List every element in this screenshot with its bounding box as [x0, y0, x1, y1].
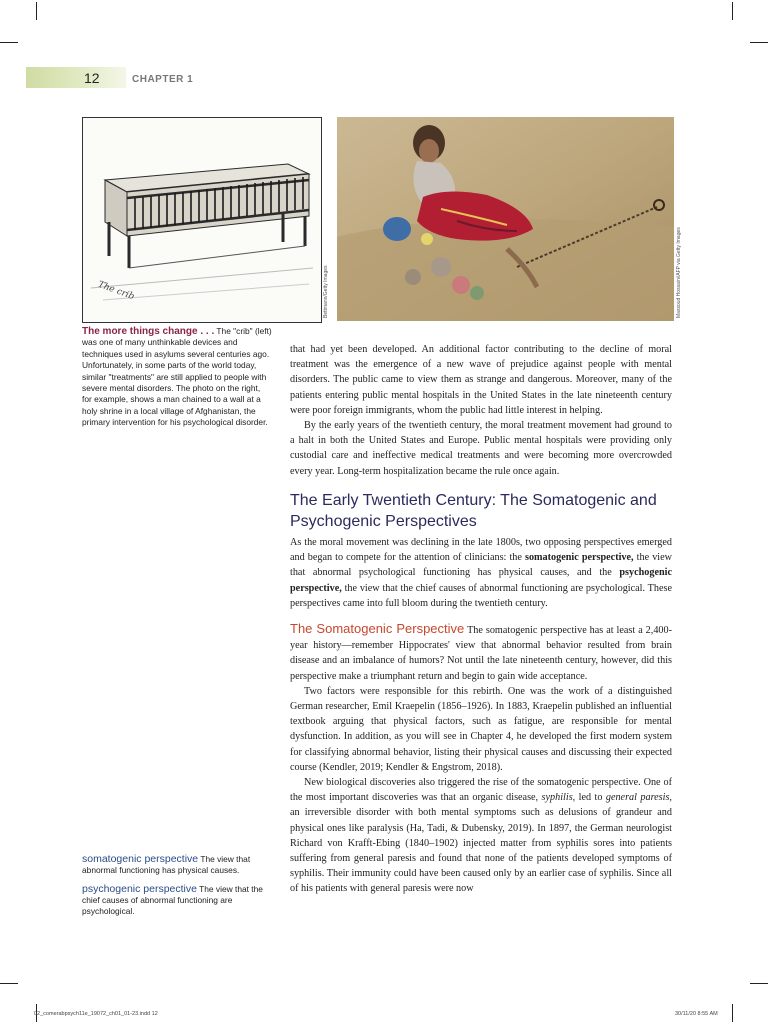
footer-timestamp: 30/11/20 8:55 AM: [675, 1011, 718, 1017]
crop-mark: [750, 983, 768, 984]
italic-term: syphilis,: [541, 792, 576, 804]
text-run: the view that the chief causes of abnormal functioning are psychological. These perspectives came into full bloom during the twentieth century.: [290, 582, 672, 609]
glossary-term: somatogenic perspective: [82, 853, 199, 865]
paragraph: [290, 775, 672, 897]
paragraph: [290, 621, 672, 684]
text-run: The somatogenic perspective has at least a 2,400-year history—remember Hippocrates' view that abnormal behavior resulted from brain disease and an imbalance of humors? Not until the late nineteenth century, however, did this perspective make a triumphant return and begin to gain wide acceptance.: [290, 625, 672, 682]
photo-illustration: [337, 117, 674, 321]
italic-term: general paresis,: [605, 792, 672, 804]
chained-man-photo: [337, 117, 674, 321]
section-heading: The Early Twentieth Century: The Somatogenic and Psychogenic Perspectives: [290, 492, 657, 530]
caption-lead: The more things change . . .: [82, 326, 215, 337]
paragraph: that had yet been developed. An additional factor contributing to the decline of moral treatment was the emergence of a new wave of prejudice against people with mental disorders. The public came to view them as strange and dangerous. Moreover, many of the patients entering public mental hospitals in the United States in the late nineteenth century were poor foreign immigrants, whom the public had little interest in helping.: [290, 344, 672, 416]
paragraph: [290, 535, 672, 611]
right-photo-credit: Massoud Hossaini/AFP via Getty Images: [676, 227, 682, 318]
figure-caption: [82, 326, 272, 429]
page-number: 12: [84, 70, 100, 86]
body-main: [290, 535, 672, 897]
crop-mark: [36, 2, 37, 20]
glossary-definition: The view that abnormal functioning has physical causes.: [82, 854, 251, 875]
header-band: [26, 67, 126, 88]
crib-illustration: [82, 117, 322, 323]
sub-heading: The Somatogenic Perspective: [290, 621, 465, 637]
glossary-entry: [82, 884, 272, 917]
text-run: the view that abnormal psychological functioning has physical causes, and the: [290, 552, 672, 579]
crop-mark: [0, 983, 18, 984]
glossary-entry: [82, 854, 272, 876]
paragraph: Two factors were responsible for this rebirth. One was the work of a distinguished German researcher, Emil Kraepelin (1856–1926). In 1883, Kraepelin published an influential textbook arguing that physical factors, such as fatigue, are responsible for mental dysfunction. In addition, as you will see in Chapter 4, he developed the first modern system for classifying abnormal behavior, listing their physical causes and discussing their expected course (Kendler, 2019; Kendler & Engstrom, 2018).: [290, 685, 672, 773]
glossary-term: psychogenic perspective: [82, 883, 197, 895]
crop-mark: [732, 2, 733, 20]
text-run: an irreversible disorder with both mental symptoms such as delusions of grandeur and physical ones like paralysis (Ha, Tadi, & Dubensky, 2019). In 1897, the German neurologist Richard von Krafft-Ebing (1840–1902) injected matter from syphilis sores into patients suffering from general paresis and found that none of the patients developed symptoms of syphilis. Their immunity could have been caused only by an earlier case of syphilis. Since all of his patients with general paresis were now: [290, 807, 672, 895]
text-run: New biological discoveries also triggered the rise of the somatogenic perspective. One of the most important discoveries was that an organic disease,: [290, 777, 672, 804]
crop-mark: [732, 1004, 733, 1022]
paragraph: By the early years of the twentieth century, the moral treatment movement had ground to a halt in both the United States and Europe. Public mental hospitals were providing only custodial care and ineffective medical treatments and were becoming more overcrowded every year. Long-term hospitalization became the rule once again.: [290, 420, 672, 477]
key-term: somatogenic perspective,: [524, 552, 634, 564]
glossary-definition: The view that the chief causes of abnormal functioning are psychological.: [82, 884, 263, 916]
body-top: [290, 342, 672, 479]
crib-label: The crib: [96, 279, 136, 303]
key-term: psychogenic perspective,: [290, 567, 672, 594]
crop-mark: [750, 42, 768, 43]
crop-mark: [0, 42, 18, 43]
text-run: led to: [575, 792, 606, 804]
left-photo-credit: Bettmann/Getty Images: [323, 265, 329, 318]
caption-text: The "crib" (left) was one of many unthinkable devices and techniques used in asylums several centuries ago. Unfortunately, in some parts of the world today, similar "treatments" are still applied to people with severe mental disorders. The photo on the right, for example, shows a man chained to a wall at a holy shrine in a local village of Afghanistan, the primary intervention for his psychological disorder.: [82, 326, 272, 428]
text-run: As the moral movement was declining in the late 1800s, two opposing perspectives emerged and began to compete for the attention of clinicians: the: [290, 537, 672, 564]
chapter-label: CHAPTER 1: [132, 74, 194, 85]
footer-file-info: 02_comerabpsych11e_19072_ch01_01-23.indd 12: [34, 1011, 158, 1017]
